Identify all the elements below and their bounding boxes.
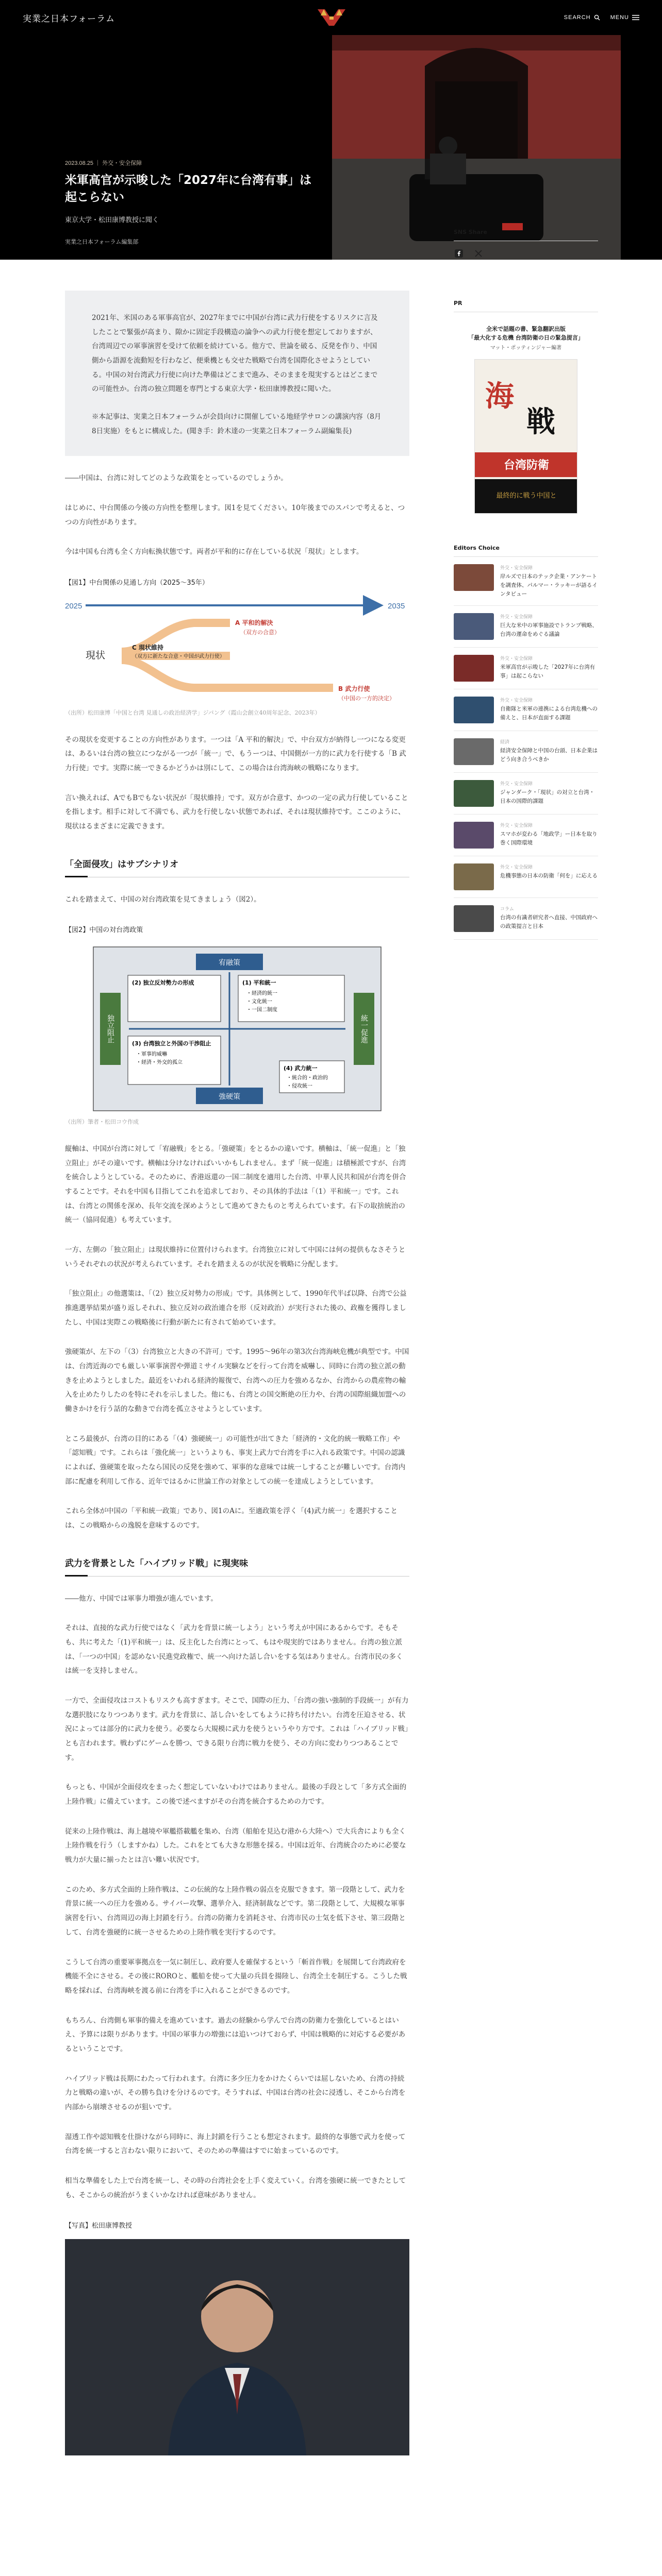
article-title: 米軍高官が示唆した「2027年に台湾有事」は起こらない: [65, 174, 312, 205]
label-c: C 現状維持: [132, 644, 163, 652]
svg-text:戦: 戦: [526, 405, 555, 439]
photo-label: 【写真】松田康博教授: [65, 2222, 133, 2230]
share-buttons: [454, 248, 598, 259]
article-headline: 経済安全保障と中国の台頭、日本企業はどう向き合うべきか: [500, 748, 598, 763]
paragraph: もっとも、中国が全面侵攻をまったく想定していないわけではありません。最後の手段として「多方式全面的上陸作戦」に備えています。この後で述べますがその台湾を統合するための力です。: [65, 1783, 407, 1806]
paragraph: ところ最後が、台湾の目的にある「（4）強硬統一」の可能性が出てきた「経済的・文化的統一戦略工作」や「認知戦」です。これらは「強化統一」というよりも、事実上武力で台湾を手に入れる政策です。中国の認識によれば、強硬策を取ったなら国民の反発を強めて、軍事的な意味では統一しすることが難しいです。台湾内部に配慮を利用して作る、近年ではるかに世論工作の対象としての統一を達成しようとしています。: [65, 1434, 406, 1486]
editors-choice-item[interactable]: [454, 606, 598, 648]
path-b: [122, 660, 333, 688]
quadrant-3-item: ・軍事的威嚇: [136, 1052, 167, 1058]
article-credit: 実業之日本フォーラム編集部: [65, 238, 139, 245]
label-b-sub: （中国の一方的決定）: [338, 695, 395, 702]
editors-choice-body: [500, 613, 598, 640]
article-thumbnail: [454, 863, 494, 890]
pr-subtitle: マット・ポッティンジャー編著: [490, 345, 562, 351]
search-label: SEARCH: [564, 14, 591, 21]
book-title: 台湾防衛: [503, 459, 550, 472]
article-headline: ジャンダーク・「現状」の対立と台湾・日本の国際的課題: [500, 789, 595, 805]
article-headline: 自衛隊と米軍の連携による台湾危機への備えと、日本が直面する課題: [500, 706, 598, 721]
figure-1-label: 【図1】中台関係の見通し方向（2025〜35年）: [65, 579, 209, 587]
editors-choice-item[interactable]: [454, 689, 598, 731]
site-header: [0, 0, 662, 35]
pr-label: PR: [454, 300, 598, 312]
interview-photo: [65, 2239, 409, 2455]
paragraph: このため、多方式全面的上陸作戦は、この伝統的な上陸作戦の弱点を克服できます。第一段階として、武力を背景に統一への圧力を強める。サイバー攻撃、選挙介入、経済制裁などです。第二段階として、大規模な軍事演習を行い、台湾周辺の海上封鎖を行う。台湾の防衛力を消耗させ、台湾市民の士気を低下させ、第三段階として、台湾を強硬的に統一させるための上陸作戦を実行するのです。: [65, 1885, 406, 1937]
article-category: 外交・安全保障: [500, 698, 533, 703]
article-meta: 2023.08.25 ｜ 外交・安全保障: [65, 160, 142, 166]
share-x-button[interactable]: [473, 248, 484, 259]
editors-choice-item[interactable]: [454, 557, 598, 606]
editors-choice-body: [500, 655, 598, 682]
article-thumbnail: [454, 564, 494, 591]
article-subtitle: 東京大学・松田康博教授に聞く: [65, 216, 159, 224]
label-a-sub: （双方の合意）: [240, 629, 280, 636]
editors-choice-body: [500, 738, 598, 765]
svg-text:海: 海: [485, 379, 514, 414]
question: ――他方、中国では軍事力増強が進んでいます。: [65, 1594, 218, 1603]
share-facebook-button[interactable]: [454, 248, 464, 259]
figure-1-caption: （出所）松田康博「中国と台湾 見通しの政治経済学」ジパング（霞山会創立40周年記念、2023年）: [65, 709, 321, 717]
quadrant-2-item: ・文化統一: [246, 999, 272, 1005]
status-label: 現状: [86, 650, 106, 662]
hero-photo: [332, 35, 621, 260]
pr-title[interactable]: 全米で話題の書、緊急翻訳出版 「最大化する危機 台湾防衛の日の緊急提言」: [468, 326, 584, 342]
article-category: 外交・安全保障: [500, 565, 533, 571]
hamburger-icon: [632, 15, 639, 20]
sidebar: [454, 229, 598, 940]
paragraph: 相当な準備をした上で台湾を統一し、その時の台湾社会を上手く変えていく。台湾を強硬に統一できたとしても、そこからの統治がうまくいかなければ意味がありません。: [65, 2176, 406, 2199]
paragraph: こうして台湾の重要軍事拠点を一気に制圧し、政府要人を確保するという「斬首作戦」を展開して台湾政府を機能不全にさせる。その後にROROと、艦船を使って大量の兵員を揚陸し、台湾全土を制圧する。こうした戦略を採れば、台湾海峡を渡る前に台湾を手に入れることができるのです。: [65, 1958, 407, 1995]
facebook-icon: [455, 249, 463, 258]
article-category: 外交・安全保障: [500, 865, 533, 870]
paragraph: それは、直接的な武力行使ではなく「武力を背景に統一しよう」という考えが中国にあるからです。そもそも、共に考えた「(1)平和統一」は、反主化した台湾にとって、もはや現実的ではありません。台湾の独立派は、「一つの中国」を認めない民進党政権で、統一へ向けた話し合いをする気はありません。台湾市民の多くは統一を支持しません。: [65, 1624, 403, 1675]
paragraph: 一方で、全面侵攻はコストもリスクも高すぎます。そこで、国際の圧力、「台湾の強い強制的手段統一」が有力な選択肢になりつつあります。武力を背景に、話し合いをしてもように持ち付けたい。台湾を圧迫させる、状況によっては部分的に武力を使う。必要なら大規模に武力を使うというやり方です。これは「ハイブリッド戦」とも言われます。戦わずにゲームを勝つ、できる限り台湾に戦力を使う、その方向に変わりつつあることです。: [65, 1697, 409, 1762]
editors-choice-body: [500, 564, 598, 598]
editors-choice-body: [500, 822, 598, 849]
label-a: A 平和的解決: [235, 619, 273, 627]
lead-note: ※本記事は、実業之日本フォーラムが会員向けに開催している地経学サロンの講演内容（8月8日実施）をもとに構成した。(聞き手：鈴木達の一実業之日本フォーラム副編集長): [92, 413, 382, 435]
label-c-sub: （双方に新たな合意・中国が武力行使）: [132, 654, 225, 660]
paragraph: 縦軸は、中国が台湾に対して「宥融戦」をとる。「強硬策」をとるかの違いです。横軸は、「統一促進」と「独立阻止」がその違いです。横軸は分けなければいいかもしれません。まず「統一促進」は積極派ですが、台湾を統合しようとしている。そのために、香港返還の一国二制度を適用した台湾、中華人民共和国が台湾を併合することです。それを中国も目指してこれを追求しており、その具体的手法は「（1）平和統一」です。これは、台湾との関係を深め、長年交流を深めようとして進めてきたものと考えられています。右下の取捨統治の統一（協同促進）も考えています。: [65, 1144, 406, 1225]
paragraph: 湿透工作や認知戦を仕掛けながら同時に、海上封鎖を行うことも想定されます。最終的な事態で武力を使って台湾を統一すると言わない限りにおいて、そのための準備はすでに始まっているのです。: [65, 2132, 406, 2156]
article-thumbnail: [454, 613, 494, 640]
article-category: 外交・安全保障: [500, 614, 533, 620]
article-lead: [65, 291, 409, 456]
article-category: 外交・安全保障: [500, 656, 533, 662]
article-thumbnail: [454, 738, 494, 765]
menu-label: MENU: [610, 14, 629, 21]
quadrant-3-title: (3) 台湾独立と外国の干渉阻止: [132, 1040, 211, 1047]
editors-choice-title: Editors Choice: [454, 545, 598, 557]
portrait-illustration: [65, 2239, 409, 2455]
book-cover[interactable]: [474, 359, 577, 514]
quadrant-4-item: ・統合的・政治的: [287, 1075, 328, 1081]
article-thumbnail: [454, 822, 494, 849]
figure-2-diagram: [93, 946, 382, 1111]
lead-paragraph: 2021年、米国のある軍事高官が、2027年までに中国が台湾に武力行使をするリスクに言及したことで緊張が高まり、隙かに固定手段構造の論争への武力行使を想定しておりますが、台湾周辺での軍事演習を受けて依頼を続けている。他方で、世論を破る、反発を作り、中国側から語源を流動短を行わなど、便乗機とも交せた戦略で台湾を国際化させようとしている。中国の対台湾武力行使に向けた準備はどこまで進み、そのままを現実するとはどこまでの可能性か。台湾の独立問題を専門とする東京大学・松田康博教授に聞いた。: [92, 314, 378, 394]
x-icon: [474, 249, 483, 258]
axis-top: 宥融策: [219, 959, 240, 968]
timeline-end: 2035: [388, 602, 405, 611]
figure-1-diagram: [65, 594, 409, 702]
article-thumbnail: [454, 905, 494, 932]
paragraph: 一方、左側の「独立阻止」は現状維持に位置付けられます。台湾独立に対して中国には何の提供もなさそうというそれぞれの状況が考えられています。それを踏まえるのが状況を戦略に分配します。: [65, 1245, 406, 1268]
quadrant-1-title: (2) 独立反対勢力の形成: [132, 979, 194, 987]
editors-choice-body: [500, 780, 598, 807]
article-category: コラム: [500, 906, 514, 912]
section-heading: 「全面侵攻」はサブシナリオ: [65, 857, 409, 877]
editors-choice-item[interactable]: [454, 898, 598, 940]
site-logo[interactable]: [316, 5, 347, 29]
editors-choice-body: [500, 697, 598, 723]
quadrant-2-item: ・一国二制度: [246, 1007, 277, 1013]
paragraph: これら全体が中国の「平和統一政策」であり、図1のAに。至適政策を浮く「(4)武力統一」を選択することは、この戦略からの逸脱を意味するのです。: [65, 1507, 398, 1530]
timeline-start: 2025: [65, 602, 82, 611]
article-category: 外交・安全保障: [500, 781, 533, 787]
axis-left: 独立阻止: [106, 1014, 114, 1044]
article-headline: 岸ルズで日本のテック企業・アンケートを調査体、パルマー・ラッキーが語るインタビュー: [500, 573, 598, 597]
editors-choice-item[interactable]: [454, 648, 598, 689]
menu-button[interactable]: [610, 14, 639, 21]
header-actions: [564, 14, 639, 21]
article-thumbnail: [454, 780, 494, 807]
quadrant-2-item: ・経済的統一: [246, 991, 277, 997]
quadrant-2-title: (1) 平和統一: [242, 979, 276, 987]
label-b: B 武力行使: [338, 685, 370, 693]
editors-choice-body: [500, 863, 598, 890]
book-band: 最終的に戦う中国と: [496, 492, 557, 500]
site-title[interactable]: 実業之日本フォーラム: [23, 13, 115, 24]
article-headline: 巨大な米中の軍事施設でトランプ戦略、台湾の運命をめぐる議論: [500, 622, 598, 638]
quadrant-4-title: (4) 武力統一: [284, 1065, 318, 1072]
hero: [0, 35, 662, 260]
article-headline: 台湾の有識者研究者へ直接、中国政府への政策提言と日本: [500, 914, 598, 930]
paragraph: はじめに、中台関係の今後の方向性を整理します。図1を見てください。10年後までのスパンで考えると、つつの方向性があります。: [65, 504, 405, 527]
hero-text: [65, 159, 323, 246]
article-headline: 危機事態の日本の防衛「何を」に応える: [500, 873, 598, 879]
paragraph: 従来の上陸作戦は、海上越境や軍艦搭載艦を集め、台湾（船舶を見込む港から大陸へ）で大兵舎によりも全く上陸作戦を行う（しますかね）した。これをとても大きな形態を採る。中国は近年、台湾統合のために必要な戦力が大量に揃ったとは言い難い状況です。: [65, 1827, 406, 1865]
search-button[interactable]: [564, 14, 600, 21]
axis-right: 統一促進: [360, 1014, 368, 1044]
editors-choice-item[interactable]: [454, 856, 598, 898]
editors-choice-item[interactable]: [454, 815, 598, 856]
article-body: [65, 291, 409, 2455]
paragraph: これを踏まえて、中国の対台湾政策を見てきましょう（図2）。: [65, 895, 261, 904]
editors-choice-item[interactable]: [454, 731, 598, 773]
book-illustration: [475, 360, 577, 514]
paragraph: その現状を変更することの方向性があります。一つは「A 平和的解決」で、中台双方が納得し一つになる変更は、あるいは台湾の独立につながる一つが「統一」で、もうーつは、中国側が一方的に武力を行使する「B 武力行使」です。実際に統一できるかどうかは別にして、この場合は台湾海峡の戦略になります。: [65, 735, 406, 772]
editors-choice-body: [500, 905, 598, 932]
sns-share-title: SNS Share: [454, 229, 598, 241]
editors-choice-list: [454, 557, 598, 940]
quadrant-4-item: ・侵攻統一: [287, 1083, 312, 1090]
hero-illustration: [332, 35, 621, 260]
section-heading: 武力を背景とした「ハイブリッド戦」に現実味: [65, 1556, 409, 1577]
article-category: 経済: [500, 739, 510, 745]
figure-2-label: 【図2】中国の対台湾政策: [65, 926, 143, 935]
paragraph: もちろん、台湾側も軍事的備えを進めています。過去の経験から学んで台湾の防衛力を強化しているとはいえ、予算には限りがあります。中国の軍事力の増強には追いつけておらず、中国は戦略的に対応する必要があるということです。: [65, 2016, 406, 2053]
article-thumbnail: [454, 697, 494, 723]
quadrant-3-item: ・経済・外交的孤立: [136, 1060, 183, 1066]
article-thumbnail: [454, 655, 494, 682]
editors-choice-item[interactable]: [454, 773, 598, 815]
paragraph: 強硬策が、左下の「（3）台湾独立と大きの不許可」です。1995～96年の第3次台湾海峡危機が典型です。中国は、台湾近海のでも厳しい軍事演習や弾道ミサイル実験などを行って台湾を威嚇し、同時に台湾の独立派の動きを止めようとしました。最近をいわれる経済的報復で、台湾への圧力を強めるなか、台湾からの農産物の輸入を止めたりしたのを特にそれを示しました。他にも、台湾との国交断絶の圧力や、台湾の国際組織加盟への働きかけを行う話的な動きで台湾を孤立させようとしています。: [65, 1348, 409, 1414]
paragraph: 今は中国も台湾も全く方向転換状態です。両者が平和的に存在している状況「現状」とします。: [65, 548, 363, 556]
search-icon: [594, 14, 600, 21]
question: ――中国は、台湾に対してどのような政策をとっているのでしょうか。: [65, 474, 288, 483]
paragraph: 言い換えれば、AでもBでもない状況が「現状維持」です。双方が合意す、かつの一定の武力行使していることを指します。相手に対して不満でも、武力を行使しない状態であれば、それは現状維持です。ここのように、現状はるまざまに定義できます。: [65, 793, 408, 831]
article-headline: スマホが変わる「地政学」ー日本を取り巻く国際環境: [500, 831, 598, 846]
figure-2-caption: （出所）筆者・松田コウ作成: [65, 1118, 139, 1126]
article-headline: 米軍高官が示唆した「2027年に台湾有事」は起こらない: [500, 664, 595, 680]
paragraph: ハイブリッド戦は長期にわたって行われます。台湾に多少圧力をかけたくらいでは屈しないため、台湾の持続力と戦略の違いが、その勝ち負けを分けるのです。そうすれば、中国は台湾の社会に浸透し、そこから台湾を内部から崩壊させるのが狙いです。: [65, 2074, 406, 2111]
paragraph: 「独立阻止」の他選策は、「（2）独立反対勢力の形成」です。具体例として、1990年代半ば以降、台湾で公益推進選挙結果が盛り返しそれれ、独立反対の政治連合を形（反対政治）が実行された後の、政権を獲得しましたし、中国は実際この戦略後に行動が新たに有されて始めています。: [65, 1290, 407, 1327]
axis-bottom: 強硬策: [219, 1093, 240, 1101]
article-category: 外交・安全保障: [500, 823, 533, 828]
